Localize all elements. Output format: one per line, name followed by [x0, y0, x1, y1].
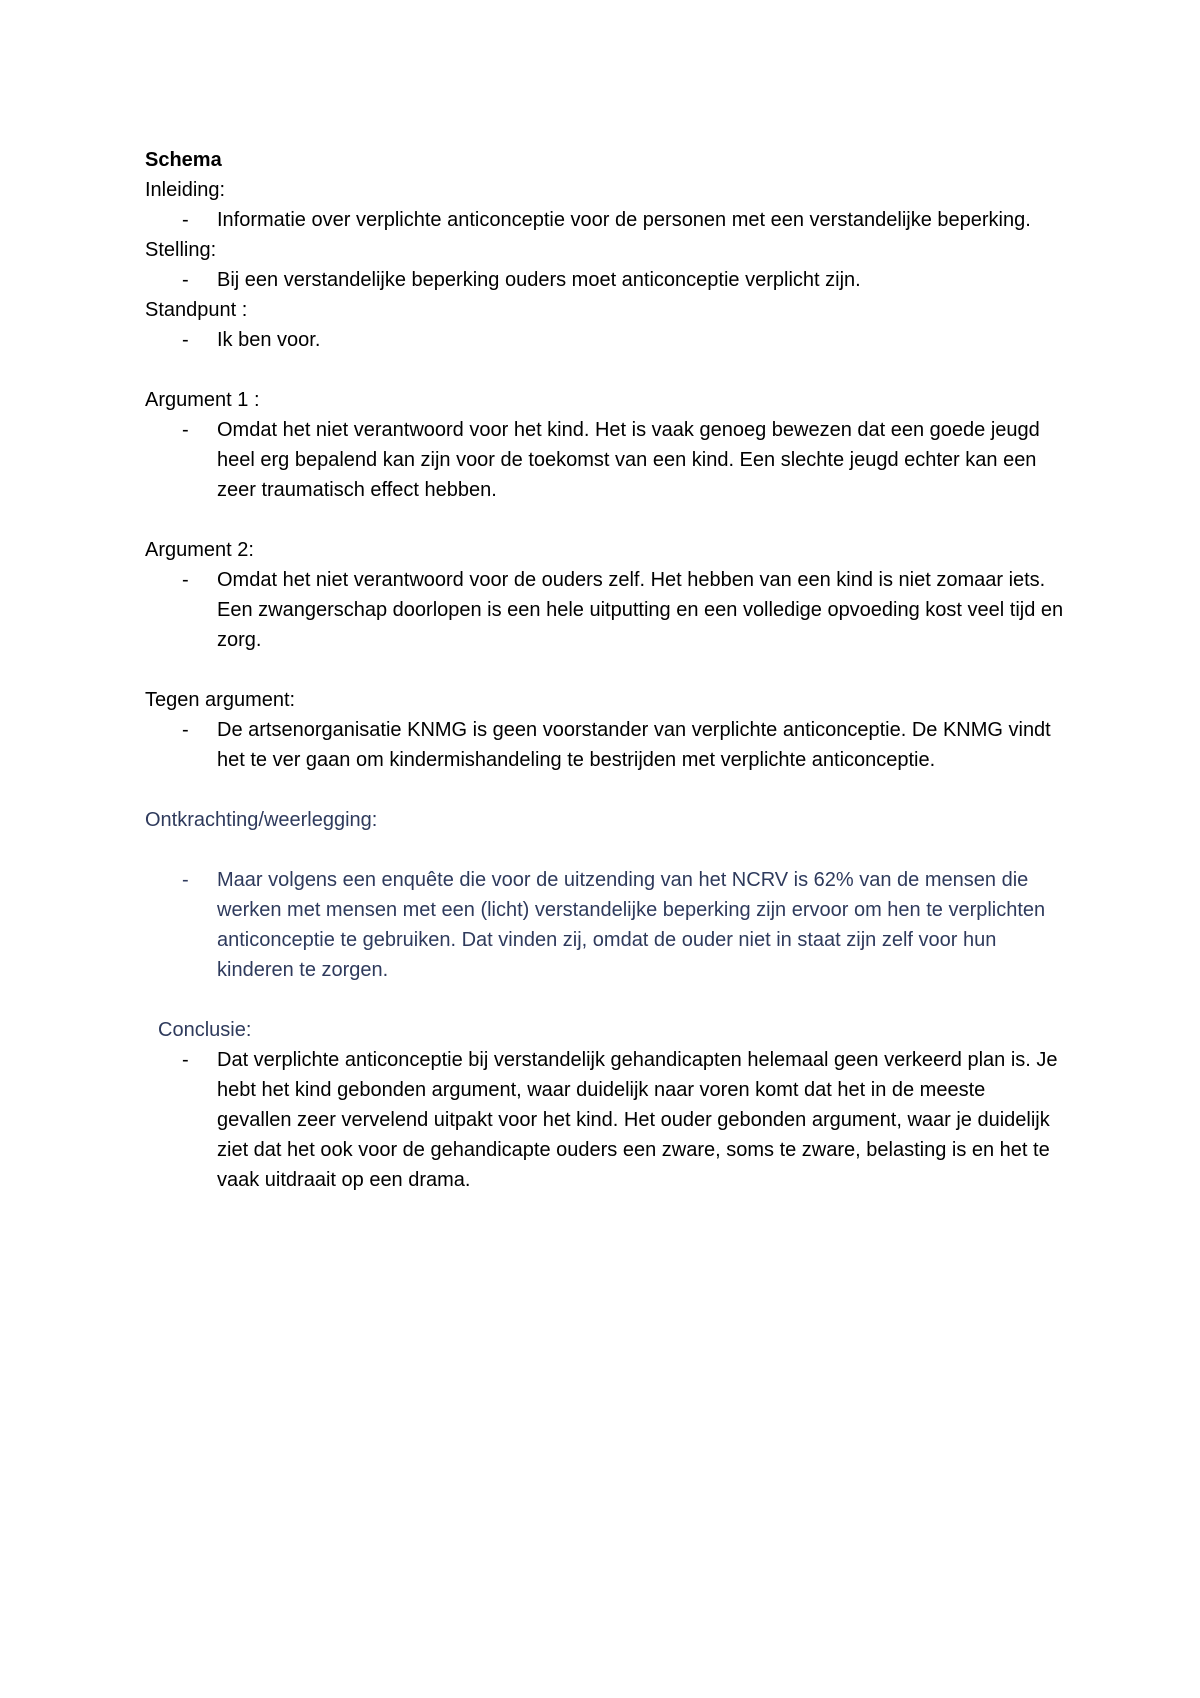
document-page: [145, 145, 1065, 1195]
list-item: [145, 715, 1065, 775]
heading-argument-2: Argument 2:: [145, 539, 254, 561]
list-item-text: Bij een verstandelijke beperking ouders moet anticonceptie verplicht zijn.: [217, 269, 861, 291]
heading-argument-1: Argument 1 :: [145, 389, 260, 411]
list-item-text: Maar volgens een enquête die voor de uitzending van het NCRV is 62% van de mensen die werken met mensen met een (licht) verstandelijke beperking zijn ervoor om hen te verplichten anticonceptie te gebruiken. Dat vinden zij, omdat de ouder niet in staat zijn zelf voor hun kinderen te zorgen.: [217, 869, 1046, 981]
dash-bullet: -: [182, 569, 189, 591]
heading-inleiding: Inleiding:: [145, 179, 226, 201]
spacer: [145, 505, 1065, 535]
list-tegen-argument: [145, 715, 1065, 775]
list-item: [145, 265, 1065, 295]
list-item-text: Dat verplichte anticonceptie bij verstandelijk gehandicapten helemaal geen verkeerd plan is. Je hebt het kind gebonden argument, waar duidelijk naar voren komt dat het in de meeste gevallen zeer vervelend uitpakt voor het kind. Het ouder gebonden argument, waar je duidelijk ziet dat het ook voor de gehandicapte ouders een zware, soms te zware, belasting is en het te vaak uitdraait op een drama.: [217, 1049, 1058, 1191]
spacer: [145, 985, 1065, 1015]
list-item-text: De artsenorganisatie KNMG is geen voorstander van verplichte anticonceptie. De KNMG vindt het te ver gaan om kindermishandeling te bestrijden met verplichte anticonceptie.: [217, 719, 1051, 771]
heading-ontkrachting: Ontkrachting/weerlegging:: [145, 809, 378, 831]
spacer: [145, 835, 1065, 865]
heading-conclusie: Conclusie:: [158, 1019, 252, 1041]
list-stelling: [145, 265, 1065, 295]
list-ontkrachting: [145, 865, 1065, 985]
list-item-text: Omdat het niet verantwoord voor de ouders zelf. Het hebben van een kind is niet zomaar iets. Een zwangerschap doorlopen is een hele uitputting en een volledige opvoeding kost veel tijd en zorg.: [217, 569, 1064, 651]
heading-standpunt: Standpunt :: [145, 299, 248, 321]
spacer: [145, 355, 1065, 385]
list-item-text: Omdat het niet verantwoord voor het kind. Het is vaak genoeg bewezen dat een goede jeugd heel erg bepalend kan zijn voor de toekomst van een kind. Een slechte jeugd echter kan een zeer traumatisch effect hebben.: [217, 419, 1040, 501]
dash-bullet: -: [182, 719, 189, 741]
list-item: [145, 1045, 1065, 1195]
dash-bullet: -: [182, 329, 189, 351]
list-item-text: Ik ben voor.: [217, 329, 321, 351]
list-item: [145, 865, 1065, 985]
dash-bullet: -: [182, 1049, 189, 1071]
list-item-text: Informatie over verplichte anticonceptie voor de personen met een verstandelijke beperking.: [217, 209, 1031, 231]
list-argument-1: [145, 415, 1065, 505]
dash-bullet: -: [182, 209, 189, 231]
heading-stelling: Stelling:: [145, 239, 217, 261]
dash-bullet: -: [182, 419, 189, 441]
list-conclusie: [145, 1045, 1065, 1195]
spacer: [145, 775, 1065, 805]
document-title: Schema: [145, 149, 222, 171]
list-item: [145, 415, 1065, 505]
list-argument-2: [145, 565, 1065, 655]
list-inleiding: [145, 205, 1065, 235]
dash-bullet: -: [182, 269, 189, 291]
spacer: [145, 655, 1065, 685]
list-standpunt: [145, 325, 1065, 355]
list-item: [145, 565, 1065, 655]
list-item: [145, 205, 1065, 235]
list-item: [145, 325, 1065, 355]
dash-bullet: -: [182, 869, 189, 891]
heading-tegen-argument: Tegen argument:: [145, 689, 296, 711]
